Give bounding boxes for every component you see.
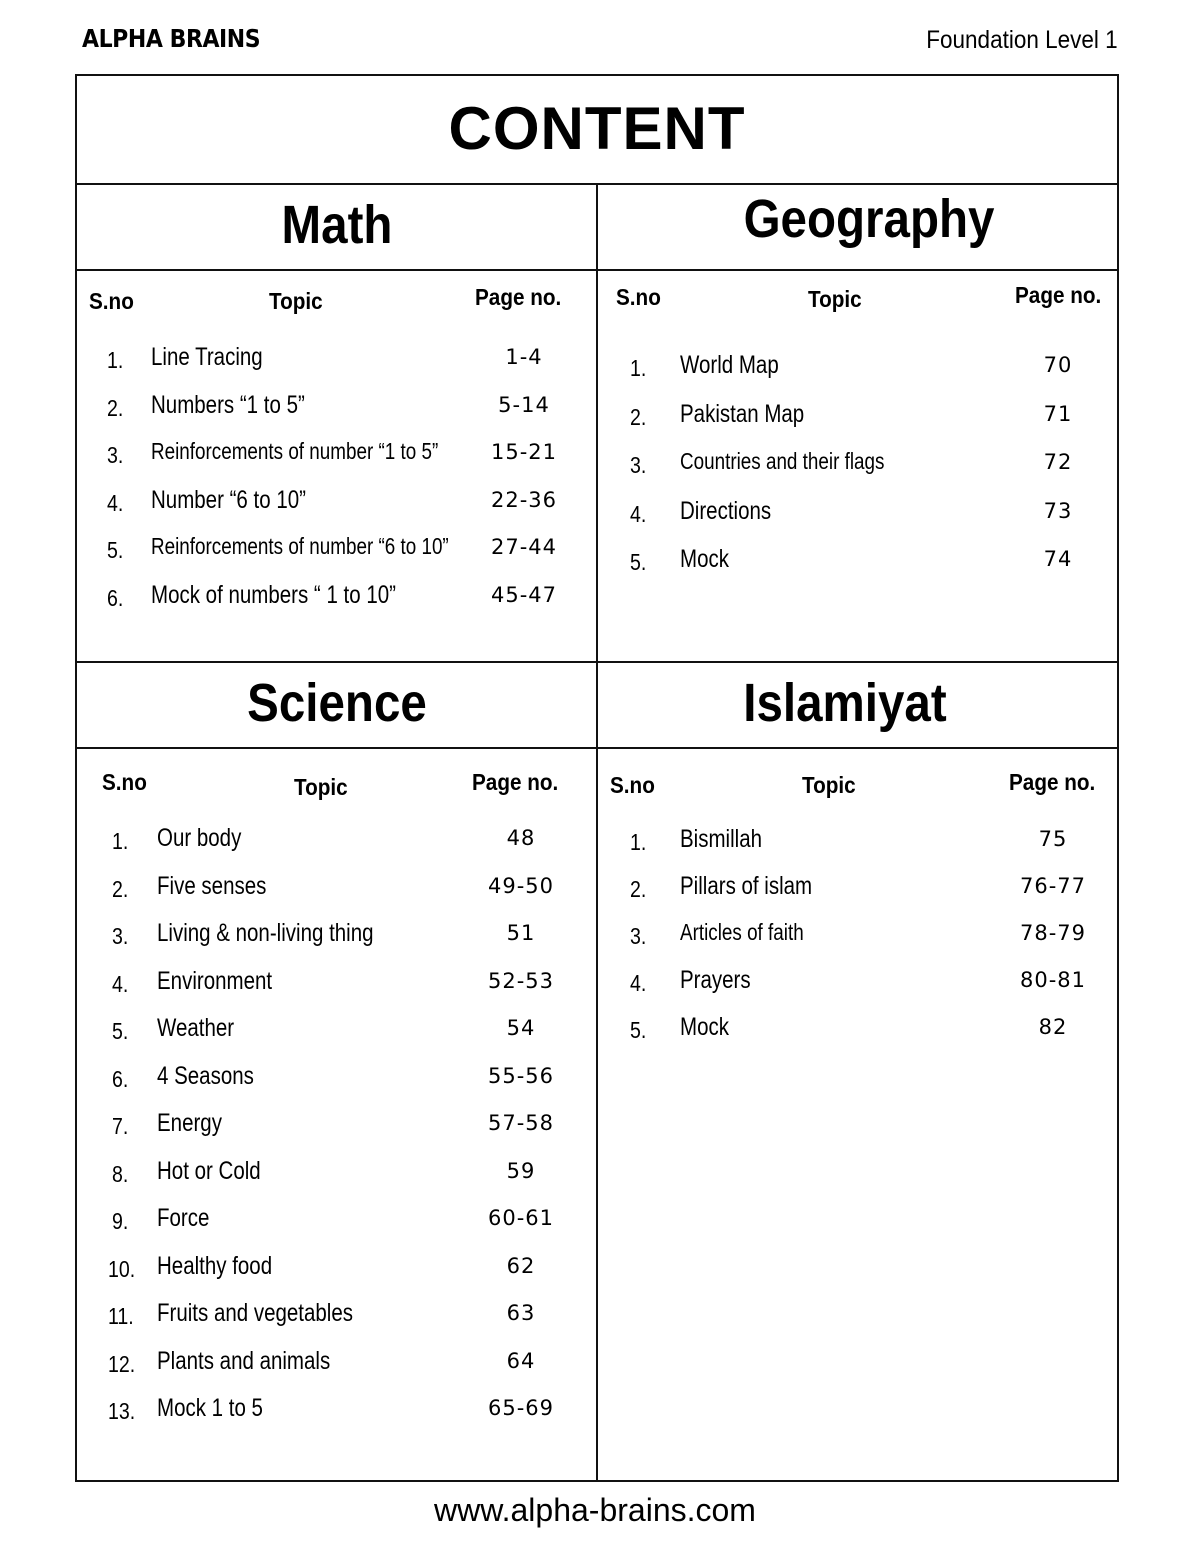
- toc-row: [77, 1299, 597, 1339]
- row-topic: Articles of faith: [680, 919, 804, 945]
- toc-row: [77, 967, 597, 1007]
- row-topic: World Map: [680, 351, 779, 379]
- row-page: 48: [506, 826, 536, 850]
- row-topic: Mock: [680, 1013, 729, 1041]
- row-topic: Reinforcements of number “6 to 10”: [151, 533, 449, 559]
- row-page: 27-44: [490, 535, 558, 559]
- row-sno: 4.: [107, 489, 124, 516]
- row-topic: Directions: [680, 496, 772, 525]
- toc-row: [598, 872, 1118, 912]
- row-sno: 2.: [630, 876, 647, 902]
- toc-row: [598, 497, 1118, 537]
- row-page: 45-47: [490, 582, 558, 607]
- row-page: 65-69: [487, 1396, 555, 1420]
- row-page: 78-79: [1019, 921, 1087, 945]
- section-title-math: Math: [281, 195, 393, 255]
- row-sno: 8.: [112, 1160, 129, 1187]
- toc-row: [77, 1062, 597, 1102]
- row-sno: 6.: [112, 1065, 129, 1092]
- row-page: 76-77: [1019, 874, 1087, 898]
- toc-row: [598, 1013, 1118, 1053]
- row-sno: 9.: [112, 1208, 129, 1234]
- row-topic: Five senses: [157, 871, 267, 900]
- row-sno: 4.: [630, 970, 647, 996]
- row-page: 64: [506, 1348, 536, 1373]
- toc-row: [598, 825, 1118, 865]
- toc-row: [598, 400, 1118, 440]
- row-topic: Mock of numbers “ 1 to 10”: [151, 580, 396, 609]
- toc-row: [598, 545, 1118, 585]
- row-sno: 7.: [112, 1113, 129, 1139]
- row-sno: 3.: [630, 923, 647, 949]
- column-header-page: Page no.: [472, 769, 559, 795]
- row-page: 82: [1038, 1015, 1068, 1039]
- toc-row: [77, 1157, 597, 1197]
- row-sno: 5.: [630, 549, 647, 575]
- row-topic: Countries and their flags: [680, 448, 885, 474]
- row-topic: Line Tracing: [151, 343, 263, 371]
- row-topic: Plants and animals: [157, 1346, 331, 1375]
- toc-row: [598, 448, 1118, 488]
- toc-row: [77, 1347, 597, 1387]
- row-sno: 2.: [630, 403, 647, 430]
- toc-row: [77, 1014, 597, 1054]
- row-sno: 10.: [108, 1255, 136, 1282]
- column-header-page: Page no.: [475, 284, 562, 310]
- toc-row: [77, 824, 597, 864]
- row-topic: Environment: [157, 966, 273, 995]
- row-sno: 4.: [112, 970, 129, 997]
- toc-row: [77, 486, 597, 526]
- row-sno: 3.: [107, 442, 124, 468]
- row-page: 60-61: [487, 1206, 555, 1230]
- toc-row: [77, 581, 597, 621]
- row-sno: 1.: [112, 828, 129, 854]
- row-sno: 11.: [108, 1303, 134, 1329]
- row-page: 15-21: [490, 440, 558, 464]
- column-header-sno: S.no: [616, 284, 661, 310]
- row-sno: 5.: [112, 1018, 129, 1044]
- row-sno: 5.: [107, 537, 124, 563]
- toc-row: [77, 533, 597, 573]
- page-title: CONTENT: [448, 95, 746, 162]
- row-topic: Pillars of islam: [680, 872, 813, 900]
- row-page: 71: [1043, 401, 1073, 426]
- toc-row: [77, 391, 597, 431]
- row-sno: 1.: [630, 829, 647, 855]
- row-sno: 2.: [112, 875, 129, 902]
- row-page: 74: [1043, 547, 1073, 571]
- toc-row: [598, 919, 1118, 959]
- row-page: 73: [1043, 498, 1073, 523]
- toc-row: [77, 872, 597, 912]
- row-topic: Healthy food: [157, 1251, 273, 1280]
- column-header-page: Page no.: [1009, 769, 1096, 795]
- row-page: 59: [506, 1158, 536, 1183]
- column-header-topic: Topic: [802, 772, 856, 798]
- row-topic: Mock 1 to 5: [157, 1394, 263, 1422]
- toc-row: [77, 1394, 597, 1434]
- row-sno: 6.: [107, 584, 124, 611]
- row-page: 49-50: [487, 873, 555, 898]
- row-page: 55-56: [487, 1063, 555, 1088]
- row-topic: Hot or Cold: [157, 1156, 261, 1185]
- column-header-topic: Topic: [808, 286, 862, 312]
- section-title-islamiyat: Islamiyat: [743, 673, 947, 733]
- section-title-science: Science: [247, 673, 427, 733]
- row-sno: 2.: [107, 394, 124, 421]
- row-sno: 1.: [630, 355, 647, 381]
- row-topic: Living & non-living thing: [157, 919, 374, 947]
- column-header-sno: S.no: [610, 772, 655, 798]
- toc-row: [77, 919, 597, 959]
- row-sno: 4.: [630, 500, 647, 527]
- row-page: 80-81: [1019, 968, 1087, 992]
- toc-row: [598, 351, 1118, 391]
- toc-row: [77, 343, 597, 383]
- row-sno: 13.: [108, 1398, 136, 1424]
- row-sno: 3.: [630, 452, 647, 478]
- row-topic: Energy: [157, 1109, 222, 1137]
- contents-table: [75, 74, 1119, 1482]
- row-topic: Our body: [157, 824, 242, 852]
- row-topic: Bismillah: [680, 825, 763, 853]
- brand-logo: ALPHA BRAINS: [82, 24, 261, 53]
- row-topic: Fruits and vegetables: [157, 1299, 354, 1327]
- row-sno: 1.: [107, 347, 124, 373]
- row-page: 70: [1043, 353, 1073, 377]
- website-link[interactable]: www.alpha-brains.com: [434, 1492, 756, 1528]
- toc-row: [77, 1204, 597, 1244]
- toc-row: [77, 1252, 597, 1292]
- row-page: 63: [506, 1301, 536, 1325]
- row-page: 72: [1043, 450, 1073, 474]
- row-page: 5-14: [498, 392, 550, 417]
- row-topic: Mock: [680, 545, 729, 573]
- row-sno: 3.: [112, 923, 129, 949]
- row-page: 62: [506, 1253, 536, 1278]
- row-topic: Number “6 to 10”: [151, 485, 306, 514]
- row-page: 51: [506, 921, 536, 945]
- row-page: 52-53: [487, 968, 555, 993]
- row-topic: Pakistan Map: [680, 399, 805, 428]
- row-sno: 12.: [108, 1350, 136, 1377]
- row-topic: Prayers: [680, 966, 751, 994]
- level-label: Foundation Level 1: [926, 26, 1118, 54]
- row-topic: Force: [157, 1204, 210, 1232]
- column-header-sno: S.no: [89, 288, 134, 314]
- row-topic: Reinforcements of number “1 to 5”: [151, 438, 439, 464]
- toc-row: [598, 966, 1118, 1006]
- row-topic: 4 Seasons: [157, 1061, 254, 1090]
- row-page: 54: [506, 1016, 536, 1040]
- row-sno: 5.: [630, 1017, 647, 1043]
- column-header-topic: Topic: [294, 774, 348, 800]
- column-header-sno: S.no: [102, 769, 147, 795]
- toc-row: [77, 1109, 597, 1149]
- row-page: 57-58: [487, 1111, 555, 1135]
- row-topic: Weather: [157, 1014, 235, 1042]
- row-page: 1-4: [505, 345, 543, 369]
- column-header-page: Page no.: [1015, 282, 1102, 308]
- section-title-geography: Geography: [743, 189, 995, 249]
- row-page: 22-36: [490, 487, 558, 512]
- row-topic: Numbers “1 to 5”: [151, 390, 305, 419]
- column-header-topic: Topic: [269, 288, 323, 314]
- row-page: 75: [1038, 827, 1068, 851]
- toc-row: [77, 438, 597, 478]
